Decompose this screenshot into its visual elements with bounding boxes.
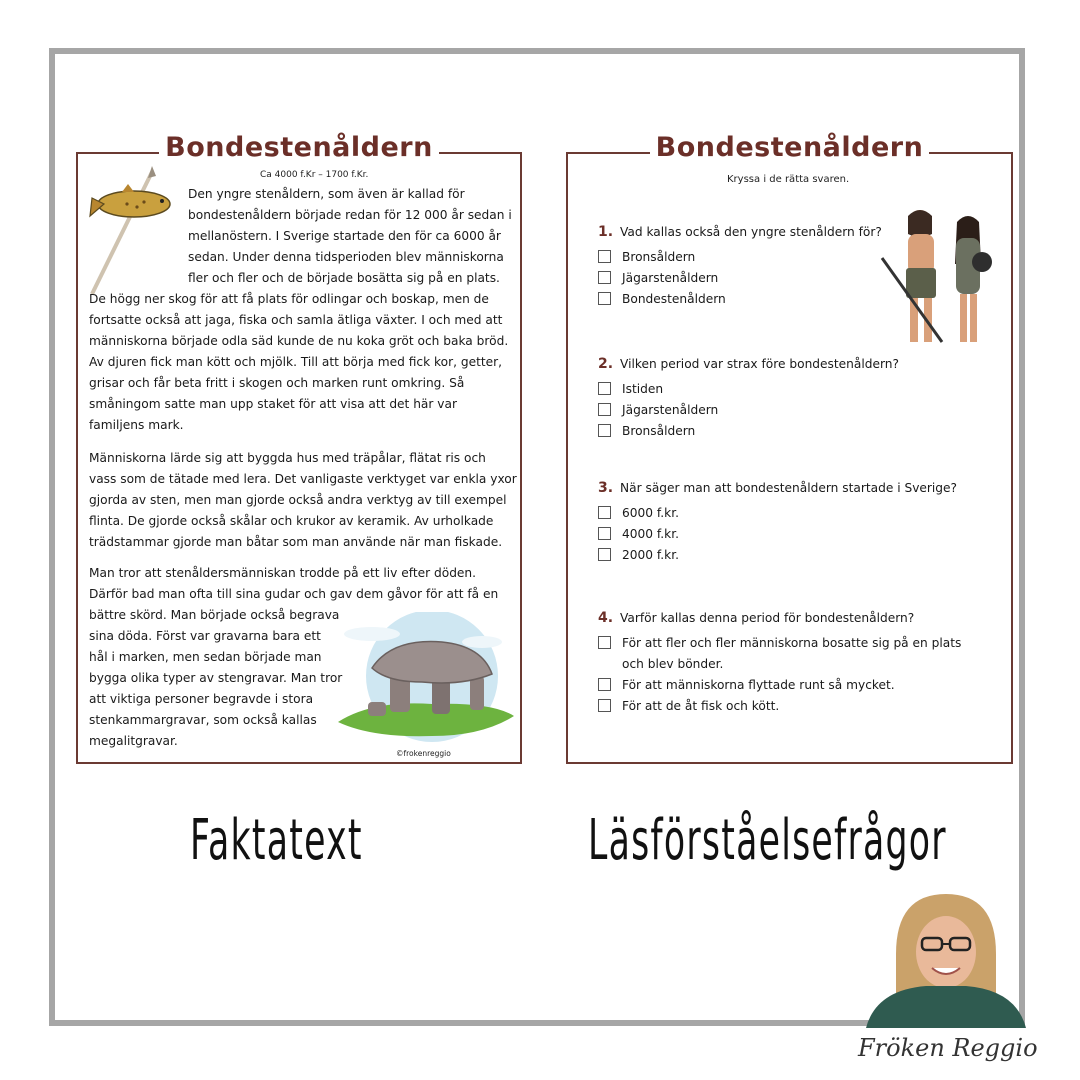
checkbox[interactable] — [598, 548, 611, 561]
paragraph-2: Människorna lärde sig att byggda hus med träpålar, flätat ris och vass som de tätade med lera. Det vanligaste verktyget var enkla yxor gjorda av sten, men man gjorde också andra verktyg av till exempel flinta. De gjorde också skålar och krukor av keramik. Av urholkade trädstammar gjorde man båtar som man använde när man fiskade. — [89, 451, 517, 549]
option-label: 4000 f.kr. — [622, 527, 679, 541]
option-label: Bronsåldern — [622, 250, 696, 264]
answer-option[interactable] — [598, 421, 899, 442]
questions-page-title: Bondestenåldern — [568, 132, 1011, 163]
option-label: Istiden — [622, 382, 664, 396]
checkbox[interactable] — [598, 250, 611, 263]
question-text: När säger man att bondestenåldern startade i Sverige? — [620, 481, 958, 495]
fact-page-title: Bondestenåldern — [78, 132, 520, 163]
author-photo — [866, 894, 1026, 1028]
option-label: För att de åt fisk och kött. — [622, 699, 780, 713]
answer-option[interactable] — [598, 400, 899, 421]
stone-age-people-illustration — [878, 204, 998, 352]
question-4 — [598, 610, 998, 717]
question-number: 4. — [598, 610, 614, 626]
label-lasforstaelsefragor: Läsförståelsefrågor — [588, 808, 947, 873]
checkbox[interactable] — [598, 699, 611, 712]
signature: Fröken Reggio — [858, 1034, 1038, 1062]
option-label: 6000 f.kr. — [622, 506, 679, 520]
question-number: 2. — [598, 356, 614, 372]
checkbox[interactable] — [598, 527, 611, 540]
checkbox[interactable] — [598, 403, 611, 416]
checkbox[interactable] — [598, 292, 611, 305]
checkbox[interactable] — [598, 506, 611, 519]
dolmen-illustration — [332, 612, 518, 744]
option-label: Bondestenåldern — [622, 292, 726, 306]
question-text: Varför kallas denna period för bondestenåldern? — [620, 611, 915, 625]
checkbox[interactable] — [598, 424, 611, 437]
period-subtitle: Ca 4000 f.Kr – 1700 f.Kr. — [260, 170, 369, 180]
option-label: Jägarstenåldern — [622, 271, 719, 285]
option-label: För att människorna flyttade runt så mycket. — [622, 678, 895, 692]
checkbox[interactable] — [598, 382, 611, 395]
paragraph-1-continued: De högg ner skog för att få plats för odlingar och boskap, men de fortsatte också att jaga, fiska och samla ätliga växter. I och med att människorna började odla säd kunde de nu koka gröt och baka bröd. Av djuren fick man kött och mjölk. Till att börja med fick kor, getter, grisar och får beta fritt i skogen och marken runt omkring. Så småningom satte man upp staket för att visa att det här var familjens mark. — [89, 292, 509, 432]
answer-option[interactable] — [598, 503, 957, 524]
fact-text-page — [76, 132, 522, 764]
fish-spear-illustration — [82, 164, 182, 298]
question-1 — [598, 224, 882, 310]
option-label: För att fler och fler människorna bosatte sig på en plats och blev bönder. — [622, 636, 962, 671]
image-credit: ©frokenreggio — [396, 749, 451, 758]
instruction-text: Kryssa i de rätta svaren. — [727, 174, 850, 185]
answer-option[interactable] — [598, 268, 882, 289]
paragraph-1-intro: Den yngre stenåldern, som även är kallad för bondestenåldern började redan för 12 000 år sedan i mellanöstern. I Sverige startade den för ca 6000 år sedan. Under denna tidsperioden blev människorna fler och fler och de började bosätta sig på en plats. — [188, 187, 512, 285]
option-label: Bronsåldern — [622, 424, 696, 438]
answer-option[interactable] — [598, 524, 957, 545]
answer-option[interactable] — [598, 379, 899, 400]
question-number: 3. — [598, 480, 614, 496]
answer-option[interactable] — [598, 696, 998, 717]
option-label: 2000 f.kr. — [622, 548, 679, 562]
answer-option[interactable] — [598, 675, 998, 696]
questions-page — [566, 132, 1013, 764]
question-number: 1. — [598, 224, 614, 240]
question-2 — [598, 356, 899, 442]
question-3 — [598, 480, 957, 566]
question-text: Vad kallas också den yngre stenåldern för? — [620, 225, 882, 239]
paragraph-3: Man tror att stenåldersmänniskan trodde på ett liv efter döden. Därför bad man ofta till sina gudar och gav dem gåvor för att få en bättre skörd. Man började också begrava sina döda. Först var gravarna bara ett hål i marken, men sedan började man bygga olika typer av stengravar. Man tror att viktiga personer begravde i stora stenkammargravar, som också kallas megalitgravar. — [89, 566, 499, 748]
checkbox[interactable] — [598, 636, 611, 649]
answer-option[interactable] — [598, 247, 882, 268]
answer-option[interactable] — [598, 289, 882, 310]
label-faktatext: Faktatext — [190, 808, 363, 873]
answer-option[interactable] — [598, 633, 998, 675]
question-text: Vilken period var strax före bondestenåldern? — [620, 357, 899, 371]
option-label: Jägarstenåldern — [622, 403, 719, 417]
answer-option[interactable] — [598, 545, 957, 566]
checkbox[interactable] — [598, 271, 611, 284]
checkbox[interactable] — [598, 678, 611, 691]
